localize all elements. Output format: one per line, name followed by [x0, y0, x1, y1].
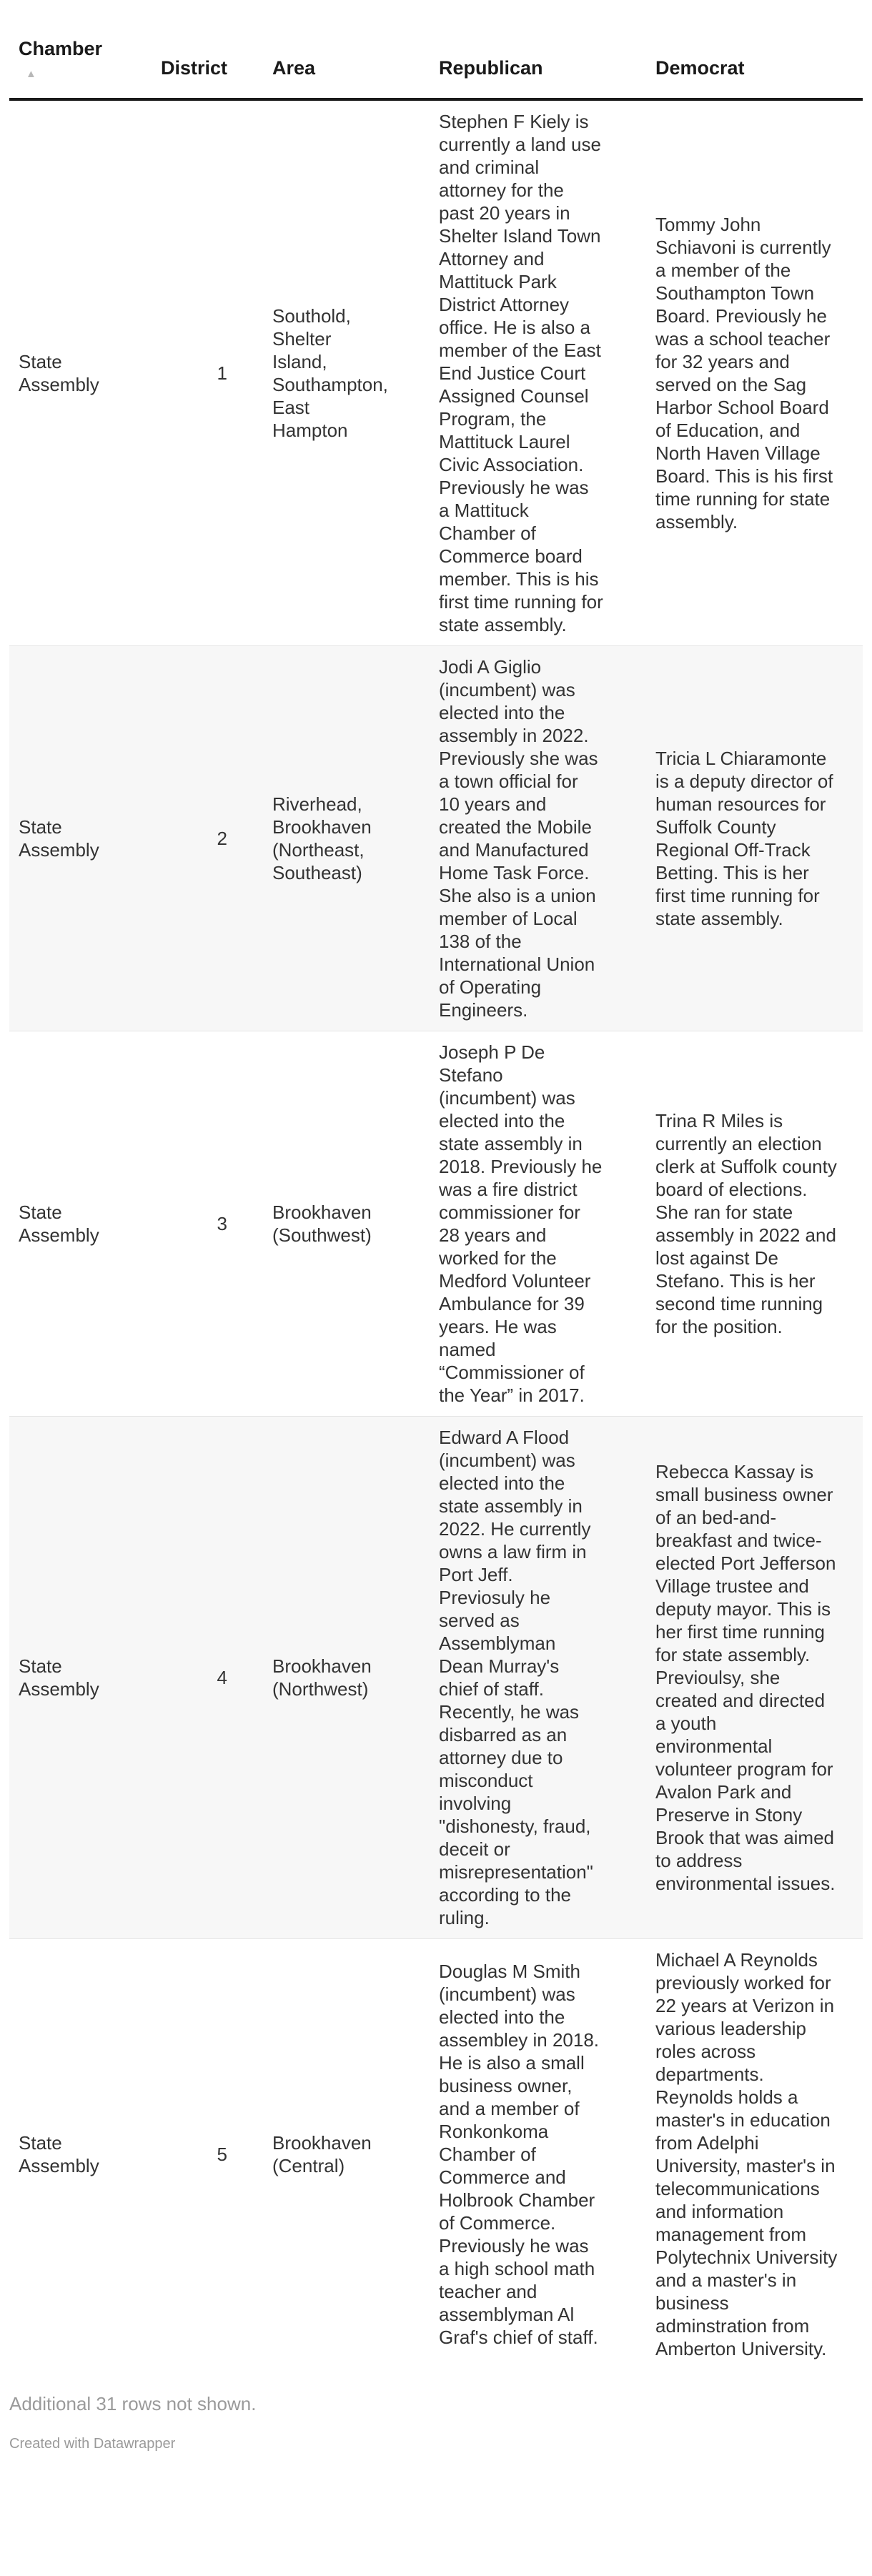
area-cell: Southold, Shelter Island, Southampton, East Hampton [272, 305, 388, 441]
district-cell: 1 [217, 362, 227, 384]
table-row-district-1 [9, 99, 863, 646]
district-cell: 3 [217, 1213, 227, 1234]
candidates-table [9, 0, 863, 2369]
table-body [9, 99, 863, 2369]
chamber-cell: State Assembly [19, 2132, 99, 2176]
rows-not-shown-note: Additional 31 rows not shown. [9, 2393, 257, 2414]
area-cell: Brookhaven (Northwest) [272, 1655, 372, 1700]
republican-bio-cell: Jodi A Giglio (incumbent) was elected into the assembly in 2022. Previously she was a town official for 10 years and created the Mobile and Manufactured Home Task Force. She also is a union member of Local 138 of the International Union of Operating Engineers. [439, 656, 598, 1021]
area-cell: Brookhaven (Southwest) [272, 1202, 372, 1246]
table-row-district-3 [9, 1031, 863, 1417]
table-header [9, 0, 863, 99]
area-cell: Riverhead, Brookhaven (Northeast, Southeast) [272, 793, 372, 883]
district-cell: 5 [217, 2144, 227, 2165]
republican-bio-cell: Douglas M Smith (incumbent) was elected into the assembley in 2018. He is also a small business owner, and a member of Ronkonkoma Chamber of Commerce and Holbrook Chamber of Commerce. Previously he was a high school math teacher and assemblyman Al Graf's chief of staff. [439, 1961, 600, 2348]
district-cell: 2 [217, 828, 227, 849]
chamber-cell: State Assembly [19, 1202, 99, 1246]
republican-bio-cell: Joseph P De Stefano (incumbent) was elected into the state assembly in 2018. Previously he was a fire district commissioner for 28 years and worked for the Medford Volunteer Ambulance for 39 years. He was named “Commissioner of the Year” in 2017. [439, 1041, 603, 1406]
democrat-bio-cell: Michael A Reynolds previously worked for 22 years at Verizon in various leadership roles across departments. Reynolds holds a master's in education from Adelphi University, master's in telecommunications and information management from Polytechnix University and a master's in business adminstration from Amberton University. [655, 1949, 838, 2359]
column-header-democrat[interactable]: Democrat [643, 0, 863, 99]
column-header-chamber-label: Chamber [19, 38, 103, 59]
table-row-district-4 [9, 1417, 863, 1939]
republican-bio-cell: Edward A Flood (incumbent) was elected into the state assembly in 2022. He currently owns a law firm in Port Jeff. Previosuly he served as Assemblyman Dean Murray's chief of staff. Recently, he was disbarred as an attorney due to misconduct involving "dishonesty, fraud, deceit or misrepresentation" according to the ruling. [439, 1427, 593, 1928]
header-row [9, 0, 863, 99]
democrat-bio-cell: Rebecca Kassay is small business owner of an bed-and-breakfast and twice-elected Port Jefferson Village trustee and deputy mayor. This is her first time running for state assembly. Previoulsy, she created and directed a youth environmental volunteer program for Avalon Park and Preserve in Stony Brook that was aimed to address environmental issues. [655, 1461, 836, 1894]
democrat-bio-cell: Trina R Miles is currently an election clerk at Suffolk county board of elections. She ran for state assembly in 2022 and lost against De Stefano. This is her second time running for the position. [655, 1110, 837, 1337]
column-header-republican[interactable]: Republican [391, 0, 643, 99]
table-row-district-2 [9, 646, 863, 1031]
column-header-district[interactable]: District [150, 0, 227, 99]
column-header-area[interactable]: Area [227, 0, 391, 99]
chamber-cell: State Assembly [19, 1655, 99, 1700]
district-cell: 4 [217, 1667, 227, 1688]
sort-ascending-icon: ▲ [26, 68, 36, 80]
column-header-chamber[interactable] [9, 0, 150, 99]
republican-bio-cell: Stephen F Kiely is currently a land use and criminal attorney for the past 20 years in Shelter Island Town Attorney and Mattituck Park District Attorney office. He is also a member of the East End Justice Court Assigned Counsel Program, the Mattituck Laurel Civic Association. Previously he was a Mattituck Chamber of Commerce board member. This is his first time running for state assembly. [439, 111, 603, 635]
chamber-cell: State Assembly [19, 816, 99, 861]
datawrapper-credit-link[interactable]: Created with Datawrapper [9, 2436, 176, 2452]
table-row-district-5 [9, 1939, 863, 2370]
democrat-bio-cell: Tricia L Chiaramonte is a deputy director of human resources for Suffolk County Regional Off-Track Betting. This is her first time running for state assembly. [655, 748, 833, 929]
chamber-cell: State Assembly [19, 351, 99, 395]
area-cell: Brookhaven (Central) [272, 2132, 372, 2176]
democrat-bio-cell: Tommy John Schiavoni is currently a member of the Southampton Town Board. Previously he was a school teacher for 32 years and served on the Sag Harbor School Board of Education, and North Haven Village Board. This is his first time running for state assembly. [655, 214, 833, 532]
